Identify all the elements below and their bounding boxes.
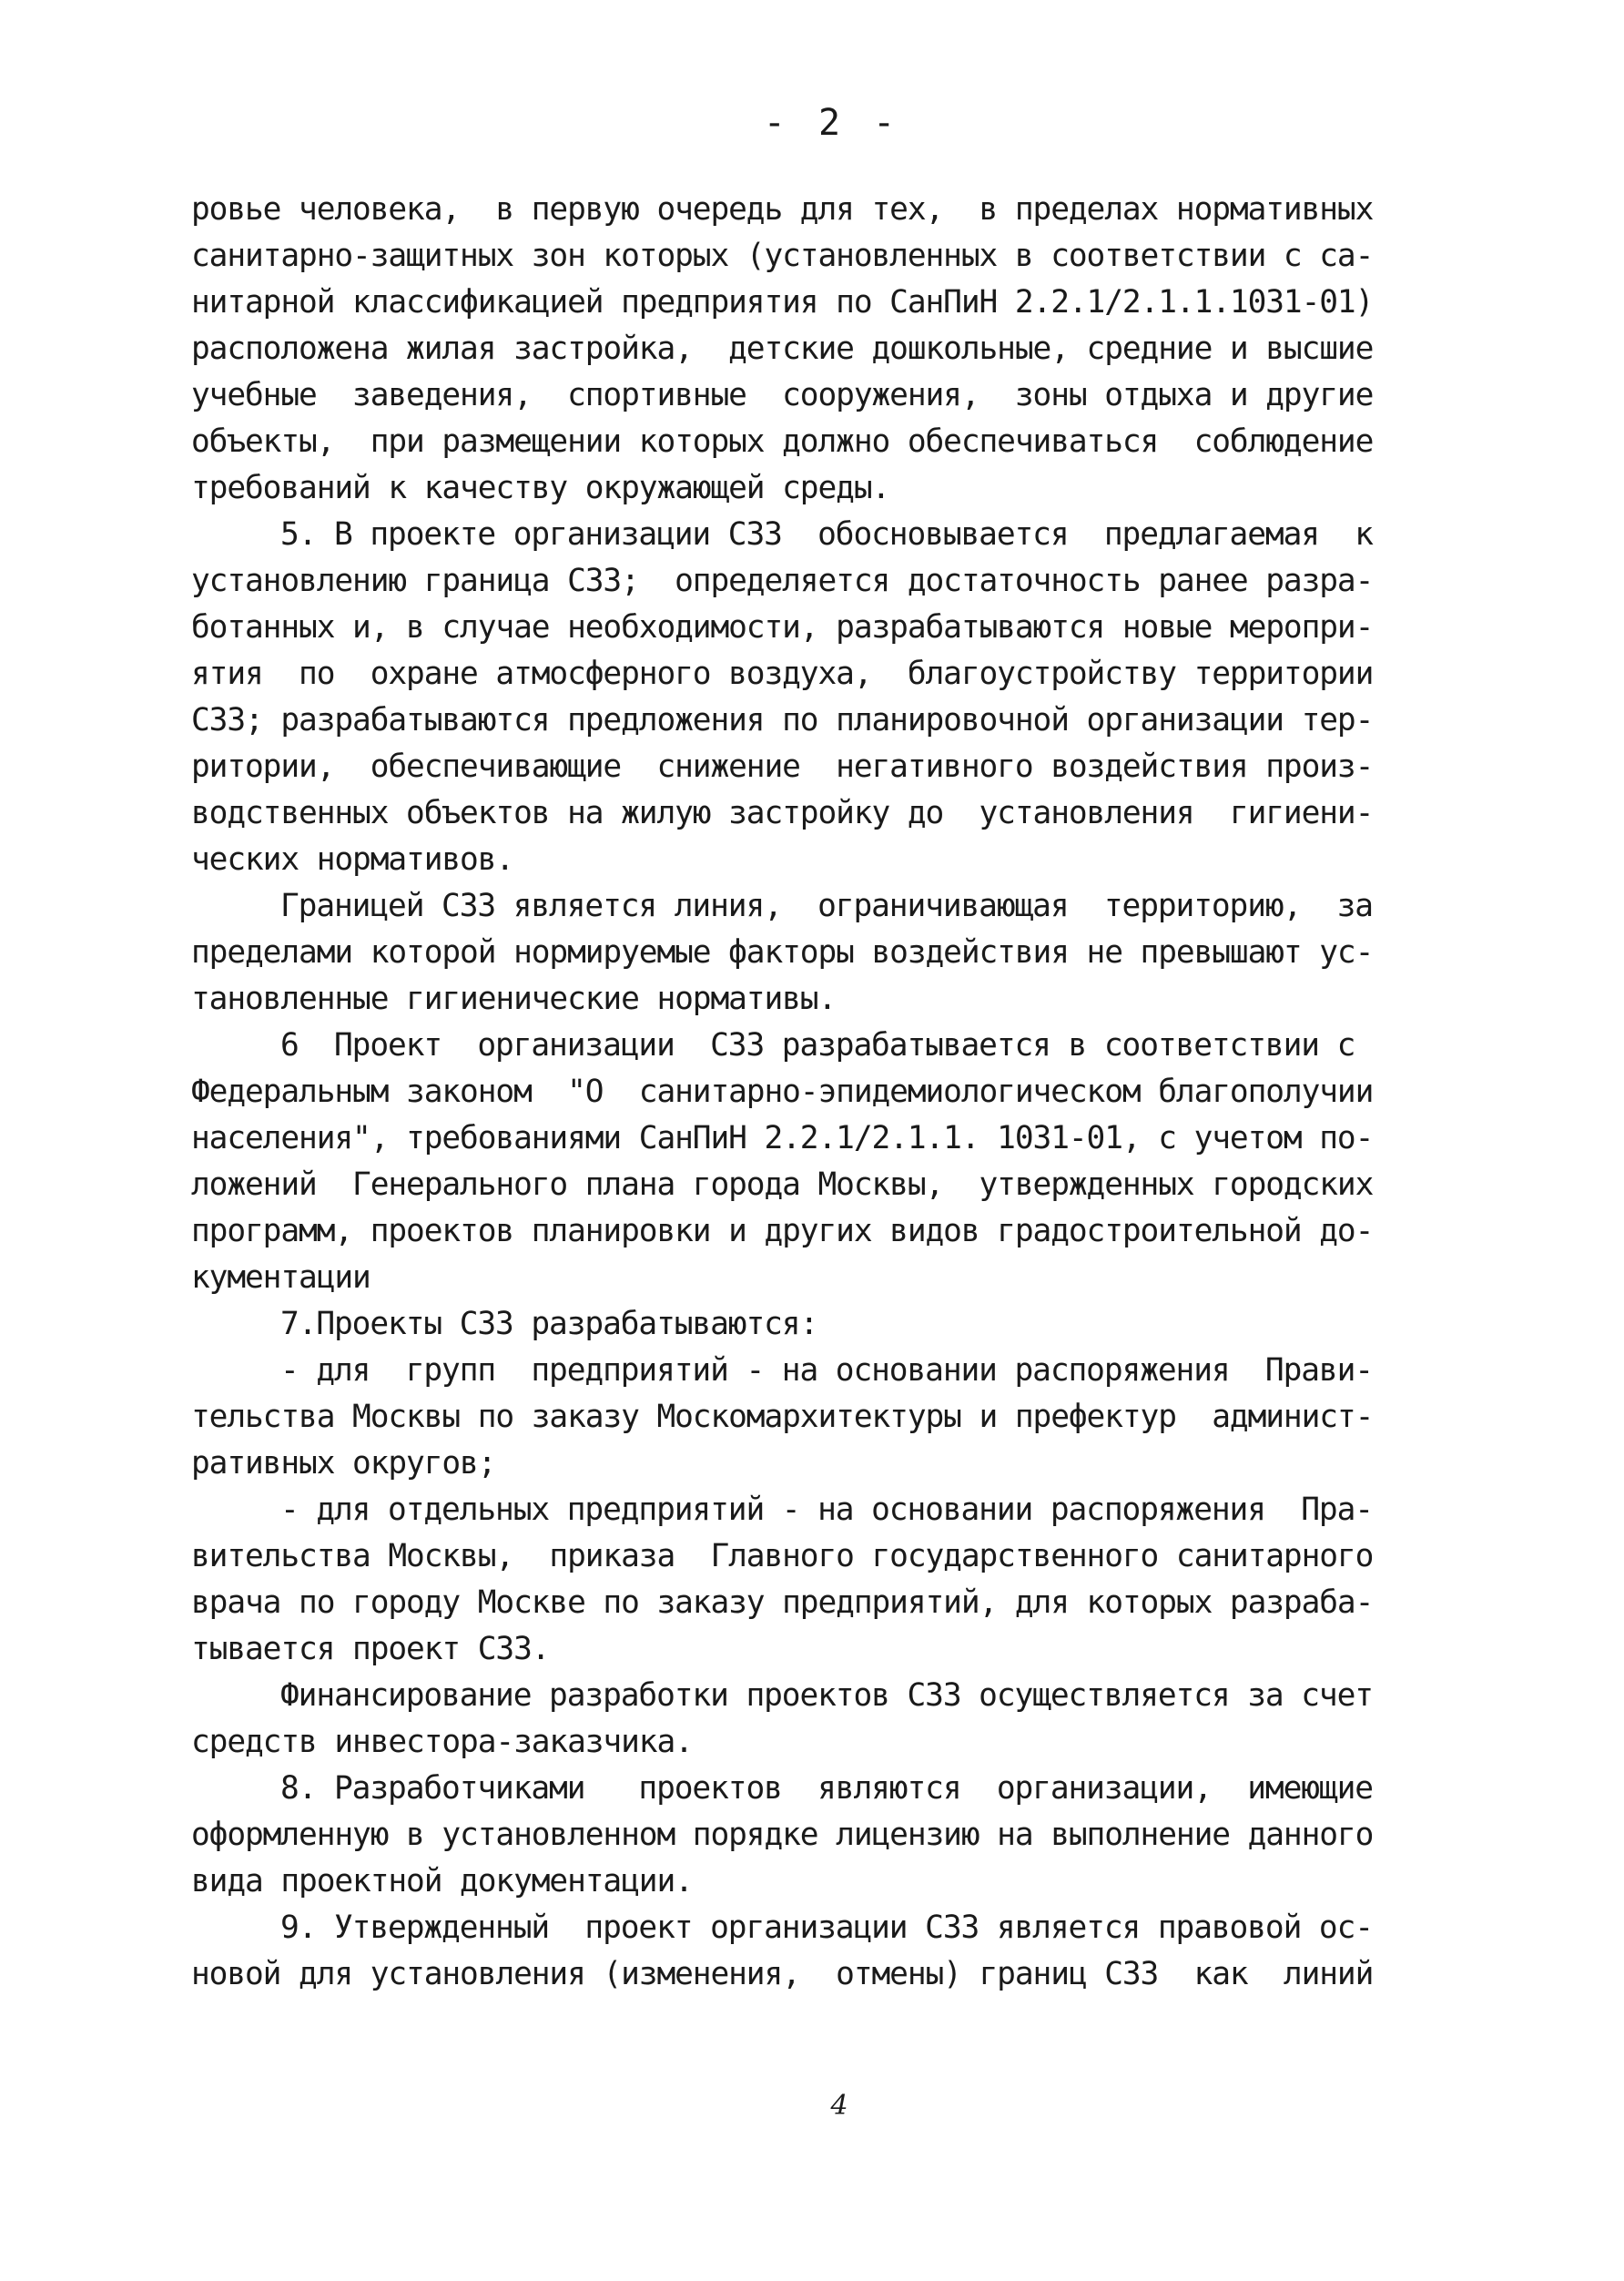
text-line: водственных объектов на жилую застройку до установления гигиени- (191, 795, 1374, 831)
page-number-top: - 2 - (763, 102, 901, 144)
paragraph-5-first-line: 5. В проекте организации СЗЗ обосновывается предлагаемая к (280, 516, 1373, 553)
page-number-bottom: 4 (830, 2090, 848, 2122)
text-line: ративных округов; (191, 1445, 496, 1482)
text-line: новой для установления (изменения, отмены) границ СЗЗ как линий (191, 1956, 1374, 1992)
text-line: врача по городу Москве по заказу предприятий, для которых разраба- (191, 1584, 1374, 1621)
paragraph-8-first-line: 8. Разработчиками проектов являются организации, имеющие (280, 1770, 1373, 1807)
text-line: тановленные гигиенические нормативы. (191, 981, 837, 1017)
text-line: вительства Москвы, приказа Главного государственного санитарного (191, 1538, 1374, 1574)
text-line: учебные заведения, спортивные сооружения, зоны отдыха и другие (191, 377, 1374, 413)
paragraph-financing-first-line: Финансирование разработки проектов СЗЗ осуществляется за счет (280, 1677, 1373, 1714)
text-line: ятия по охране атмосферного воздуха, благоустройству территории (191, 656, 1374, 692)
paragraph-6-first-line: 6 Проект организации СЗЗ разрабатывается в соответствии с (280, 1027, 1355, 1064)
list-item-individual: - для отдельных предприятий - на основании распоряжения Пра- (280, 1492, 1373, 1528)
paragraph-9-first-line: 9. Утвержденный проект организации СЗЗ является правовой ос- (280, 1909, 1373, 1946)
text-line: нитарной классификацией предприятия по СанПиН 2.2.1/2.1.1.1031-01) (191, 284, 1374, 321)
text-line: объекты, при размещении которых должно обеспечиваться соблюдение (191, 423, 1374, 460)
text-line: тывается проект СЗЗ. (191, 1631, 550, 1667)
text-line: Федеральным законом "О санитарно-эпидемиологическом благополучии (191, 1074, 1374, 1110)
text-line: требований к качеству окружающей среды. (191, 470, 890, 506)
text-line: пределами которой нормируемые факторы воздействия не превышают ус- (191, 934, 1374, 971)
text-line: тельства Москвы по заказу Москомархитектуры и префектур админист- (191, 1399, 1374, 1435)
text-line: средств инвестора-заказчика. (191, 1724, 693, 1760)
text-line: ложений Генерального плана города Москвы, утвержденных городских (191, 1166, 1374, 1203)
text-line: населения", требованиями СанПиН 2.2.1/2.1.1. 1031-01, с учетом по- (191, 1120, 1374, 1156)
text-line: санитарно-защитных зон которых (установленных в соответствии с са- (191, 238, 1374, 274)
text-line: вида проектной документации. (191, 1863, 693, 1899)
text-line: СЗЗ; разрабатываются предложения по планировочной организации тер- (191, 702, 1374, 738)
paragraph-boundary-first-line: Границей СЗЗ является линия, ограничивающая территорию, за (280, 888, 1373, 924)
text-line: ческих нормативов. (191, 841, 514, 878)
text-line: ровье человека, в первую очередь для тех, в пределах нормативных (191, 191, 1374, 228)
paragraph-7-first-line: 7.Проекты СЗЗ разрабатываются: (280, 1306, 818, 1342)
text-line: кументации (191, 1259, 370, 1296)
document-body (191, 187, 1466, 1998)
text-line: ритории, обеспечивающие снижение негативного воздействия произ- (191, 748, 1374, 785)
text-line: установлению граница СЗЗ; определяется достаточность ранее разра- (191, 563, 1374, 599)
list-item-groups: - для групп предприятий - на основании распоряжения Прави- (280, 1352, 1373, 1389)
text-line: программ, проектов планировки и других видов градостроительной до- (191, 1213, 1374, 1249)
text-line: ботанных и, в случае необходимости, разрабатываются новые меропри- (191, 609, 1374, 646)
text-line: расположена жилая застройка, детские дошкольные, средние и высшие (191, 331, 1374, 367)
text-line: оформленную в установленном порядке лицензию на выполнение данного (191, 1817, 1374, 1853)
